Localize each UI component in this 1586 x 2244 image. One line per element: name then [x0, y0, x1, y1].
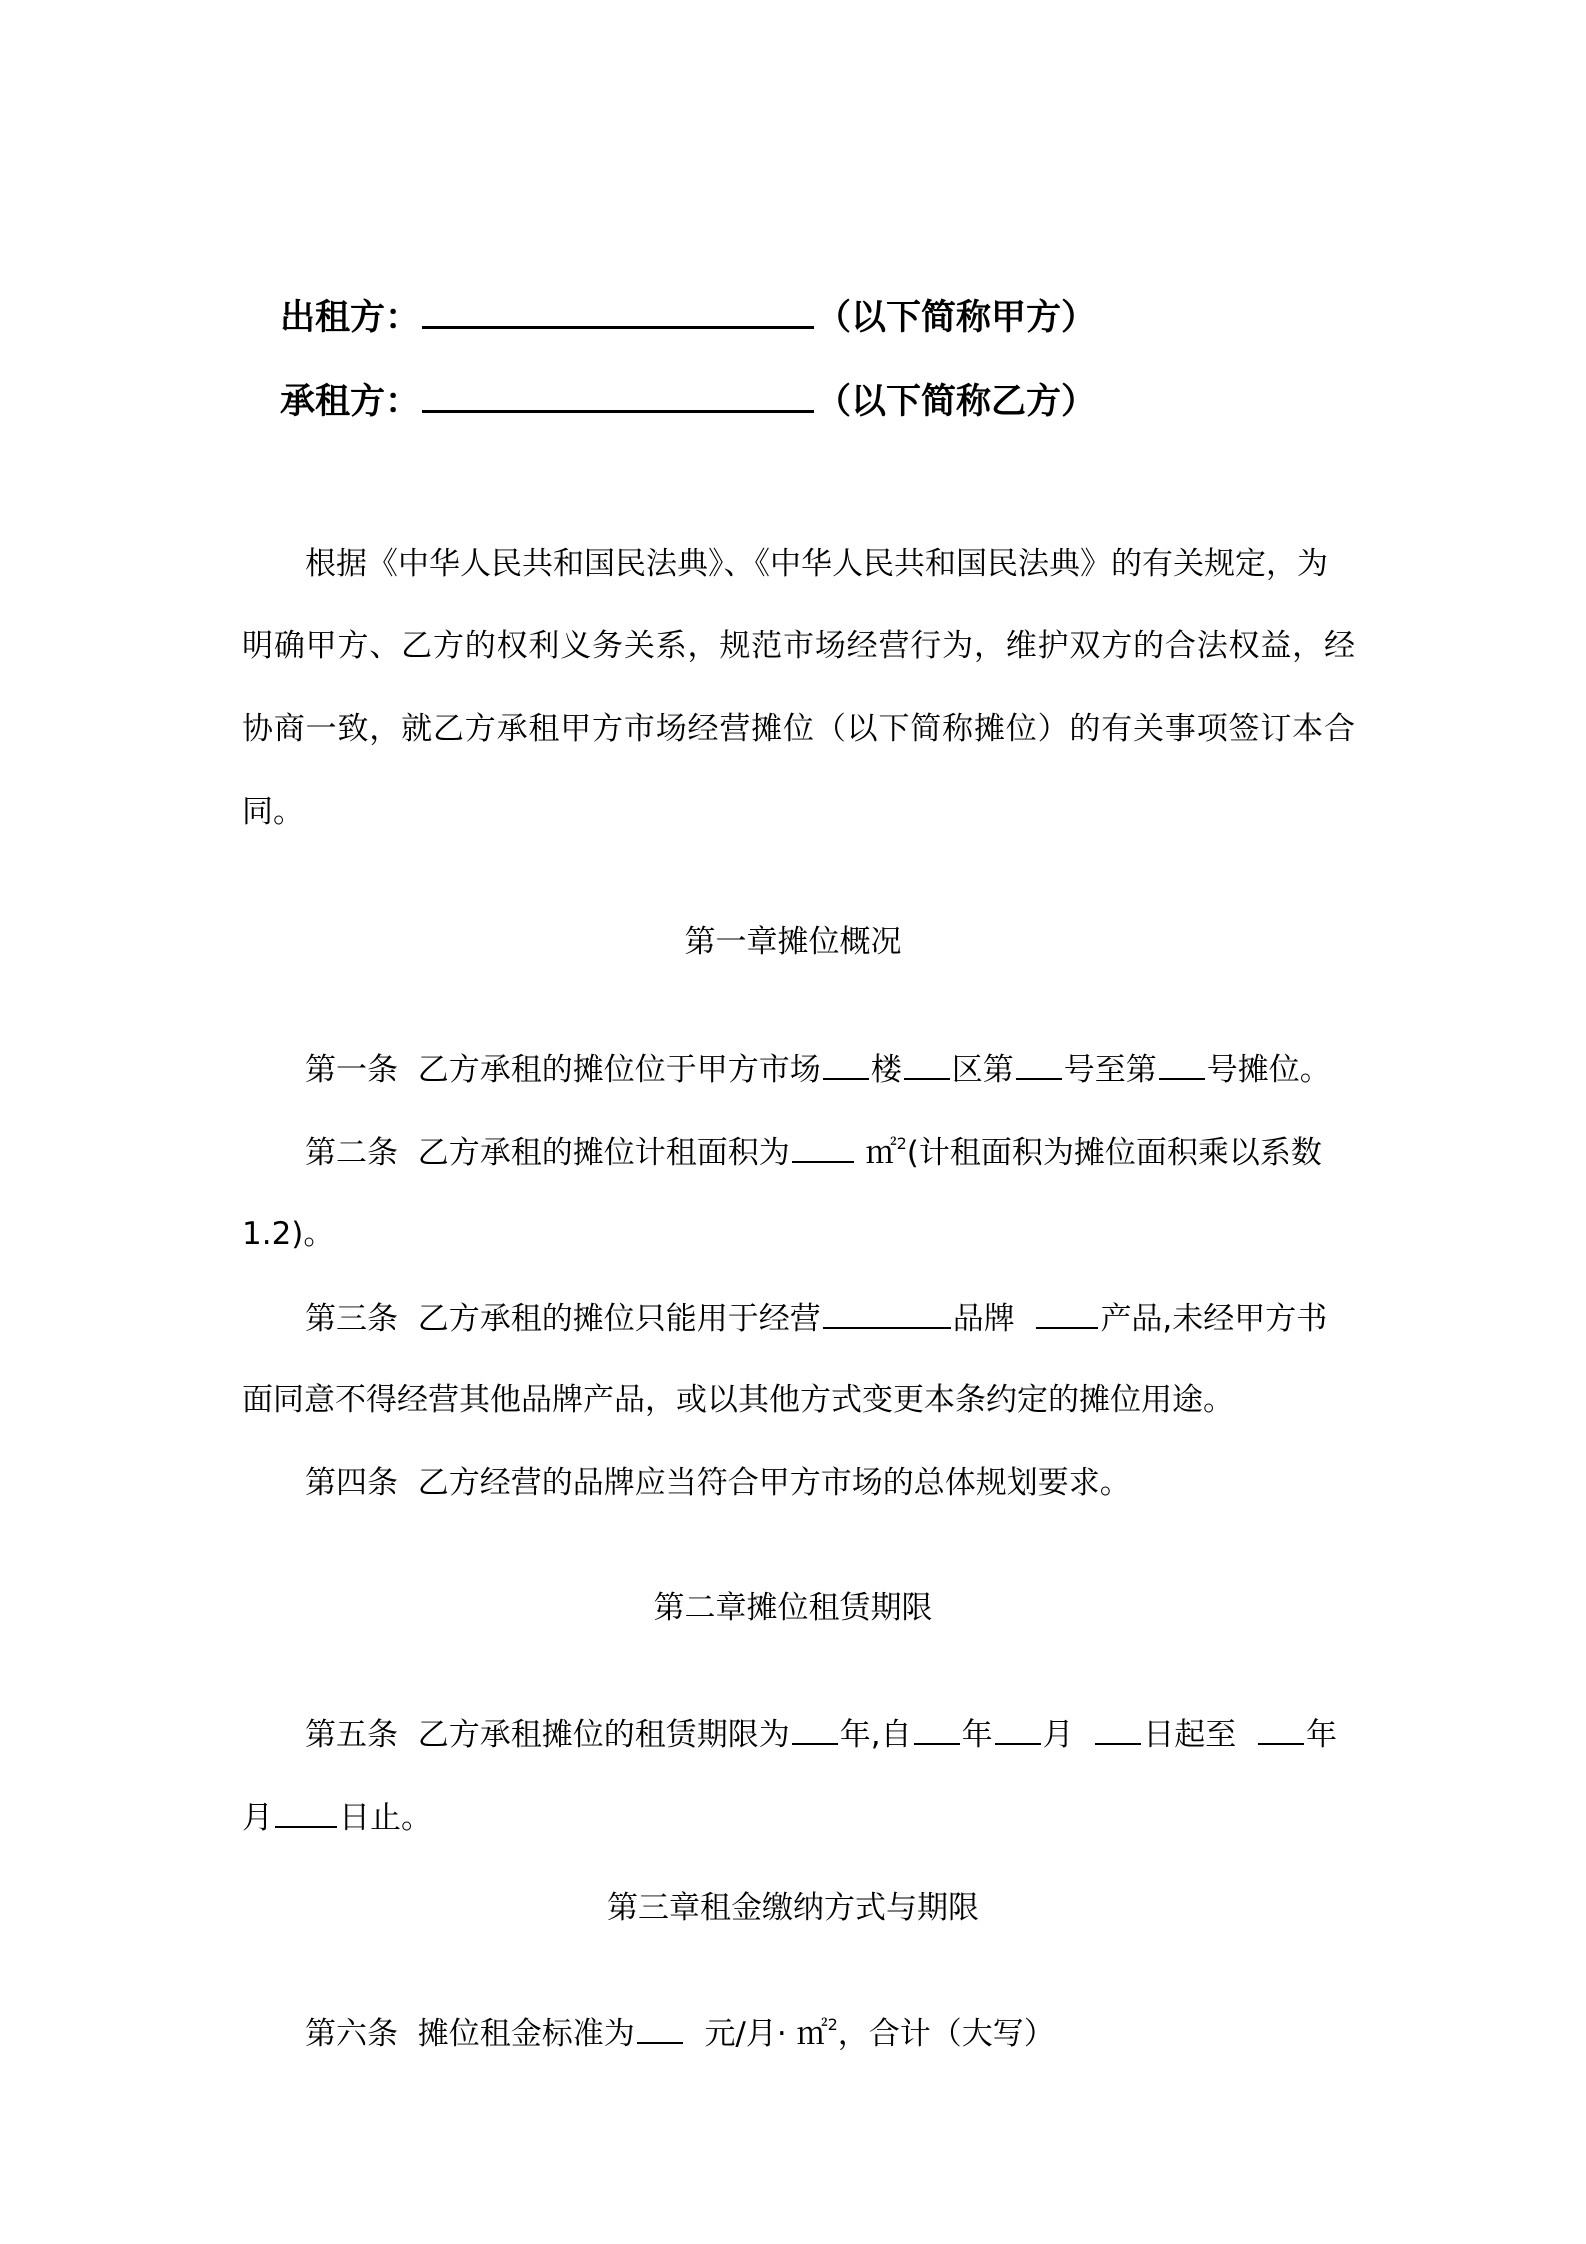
article-1-text-2: 楼 [870, 1052, 902, 1088]
article-1-text-1: 乙方承租的摊位位于甲方市场 [417, 1052, 821, 1088]
article-6-unit: ㎡ [796, 2016, 828, 2052]
article-2-text-1: 乙方承租的摊位计租面积为 [417, 1135, 790, 1171]
article-5-text-3: 年 [961, 1717, 993, 1753]
lessee-blank[interactable] [422, 370, 814, 413]
article-5-end-month: 月 [242, 1800, 273, 1836]
article-4 [305, 1463, 1425, 1503]
start-month-blank[interactable] [995, 1713, 1041, 1745]
brand-blank[interactable] [823, 1297, 951, 1329]
end-number-blank[interactable] [1159, 1048, 1205, 1080]
article-6-label: 第六条 [305, 2016, 398, 2052]
article-1-label: 第一条 [305, 1052, 398, 1088]
article-5-text-4: 月 [1042, 1717, 1074, 1753]
article-1-text-4: 号至第 [1063, 1052, 1157, 1088]
article-3 [305, 1297, 1425, 1339]
article-3-line-2: 面同意不得经营其他品牌产品，或以其他方式变更本条约定的摊位用途。 [242, 1382, 1234, 1418]
lessee-line [280, 370, 1400, 425]
area-blank[interactable] [792, 1131, 854, 1163]
chapter-2-title: 第二章摊位租赁期限 [653, 1590, 933, 1626]
article-4-text: 乙方经营的品牌应当符合甲方市场的总体规划要求。 [417, 1465, 1131, 1501]
lessor-label: 出租方： [280, 298, 421, 338]
preamble-line-1: 根据《中华人民共和国民法典》、《中华人民共和国民法典》的有关规定，为 [305, 546, 1328, 582]
article-5-label: 第五条 [305, 1717, 398, 1753]
article-5-end-text: 日止。 [339, 1800, 432, 1836]
article-1-text-3: 区第 [951, 1052, 1014, 1088]
lessor-line [280, 286, 1400, 341]
start-number-blank[interactable] [1016, 1048, 1062, 1080]
article-5-text-1: 乙方承租摊位的租赁期限为 [417, 1717, 790, 1753]
article-2-line-2: 1.2)。 [242, 1216, 335, 1252]
article-5-line-2 [242, 1796, 1362, 1838]
article-6-text-1: 摊位租金标准为 [417, 2016, 635, 2052]
lessor-suffix: （以下简称甲方） [816, 298, 1097, 338]
lessee-suffix: （以下简称乙方） [816, 382, 1097, 422]
article-5-text-5: 日起至 [1143, 1717, 1237, 1753]
article-3-text-3: 产品,未经甲方书 [1100, 1301, 1328, 1337]
start-year-blank[interactable] [914, 1713, 960, 1745]
chapter-3-title: 第三章租金缴纳方式与期限 [607, 1890, 979, 1926]
article-3-text-1: 乙方承租的摊位只能用于经营 [417, 1301, 821, 1337]
article-2 [305, 1131, 1425, 1173]
lessor-blank[interactable] [422, 286, 814, 329]
article-6-unit-sup: 2 [827, 2015, 838, 2034]
zone-blank[interactable] [904, 1048, 950, 1080]
end-year-blank[interactable] [1258, 1713, 1304, 1745]
article-3-label: 第三条 [305, 1301, 398, 1337]
preamble-line-4: 同。 [242, 794, 304, 830]
article-1-text-5: 号摊位。 [1206, 1052, 1331, 1088]
article-2-unit: ㎡ [865, 1135, 897, 1171]
article-5-text-2: 年,自 [839, 1717, 912, 1753]
rent-rate-blank[interactable] [637, 2012, 683, 2044]
article-3-text-2: 品牌 [952, 1301, 1015, 1337]
article-6-text-3: ，合计（大写） [837, 2016, 1055, 2052]
article-6-text-2: 元/月· [704, 2016, 787, 2052]
article-4-label: 第四条 [305, 1465, 398, 1501]
term-years-blank[interactable] [792, 1713, 838, 1745]
chapter-1-title: 第一章摊位概况 [684, 924, 902, 960]
article-5 [305, 1713, 1425, 1755]
end-month-blank[interactable] [275, 1796, 337, 1828]
lessee-label: 承租方： [280, 382, 421, 422]
start-day-blank[interactable] [1095, 1713, 1141, 1745]
product-blank[interactable] [1036, 1297, 1098, 1329]
preamble-line-3: 协商一致，就乙方承租甲方市场经营摊位（以下简称摊位）的有关事项签订本合 [242, 711, 1355, 747]
article-2-text-2: (计租面积为摊位面积乘以系数 [906, 1135, 1322, 1171]
preamble-line-2: 明确甲方、乙方的权利义务关系，规范市场经营行为，维护双方的合法权益，经 [242, 628, 1355, 664]
article-2-label: 第二条 [305, 1135, 398, 1171]
article-1 [305, 1048, 1425, 1090]
article-2-unit-sup: 2 [896, 1134, 907, 1153]
article-5-text-6: 年 [1306, 1717, 1338, 1753]
article-6 [305, 2012, 1425, 2054]
floor-blank[interactable] [823, 1048, 869, 1080]
